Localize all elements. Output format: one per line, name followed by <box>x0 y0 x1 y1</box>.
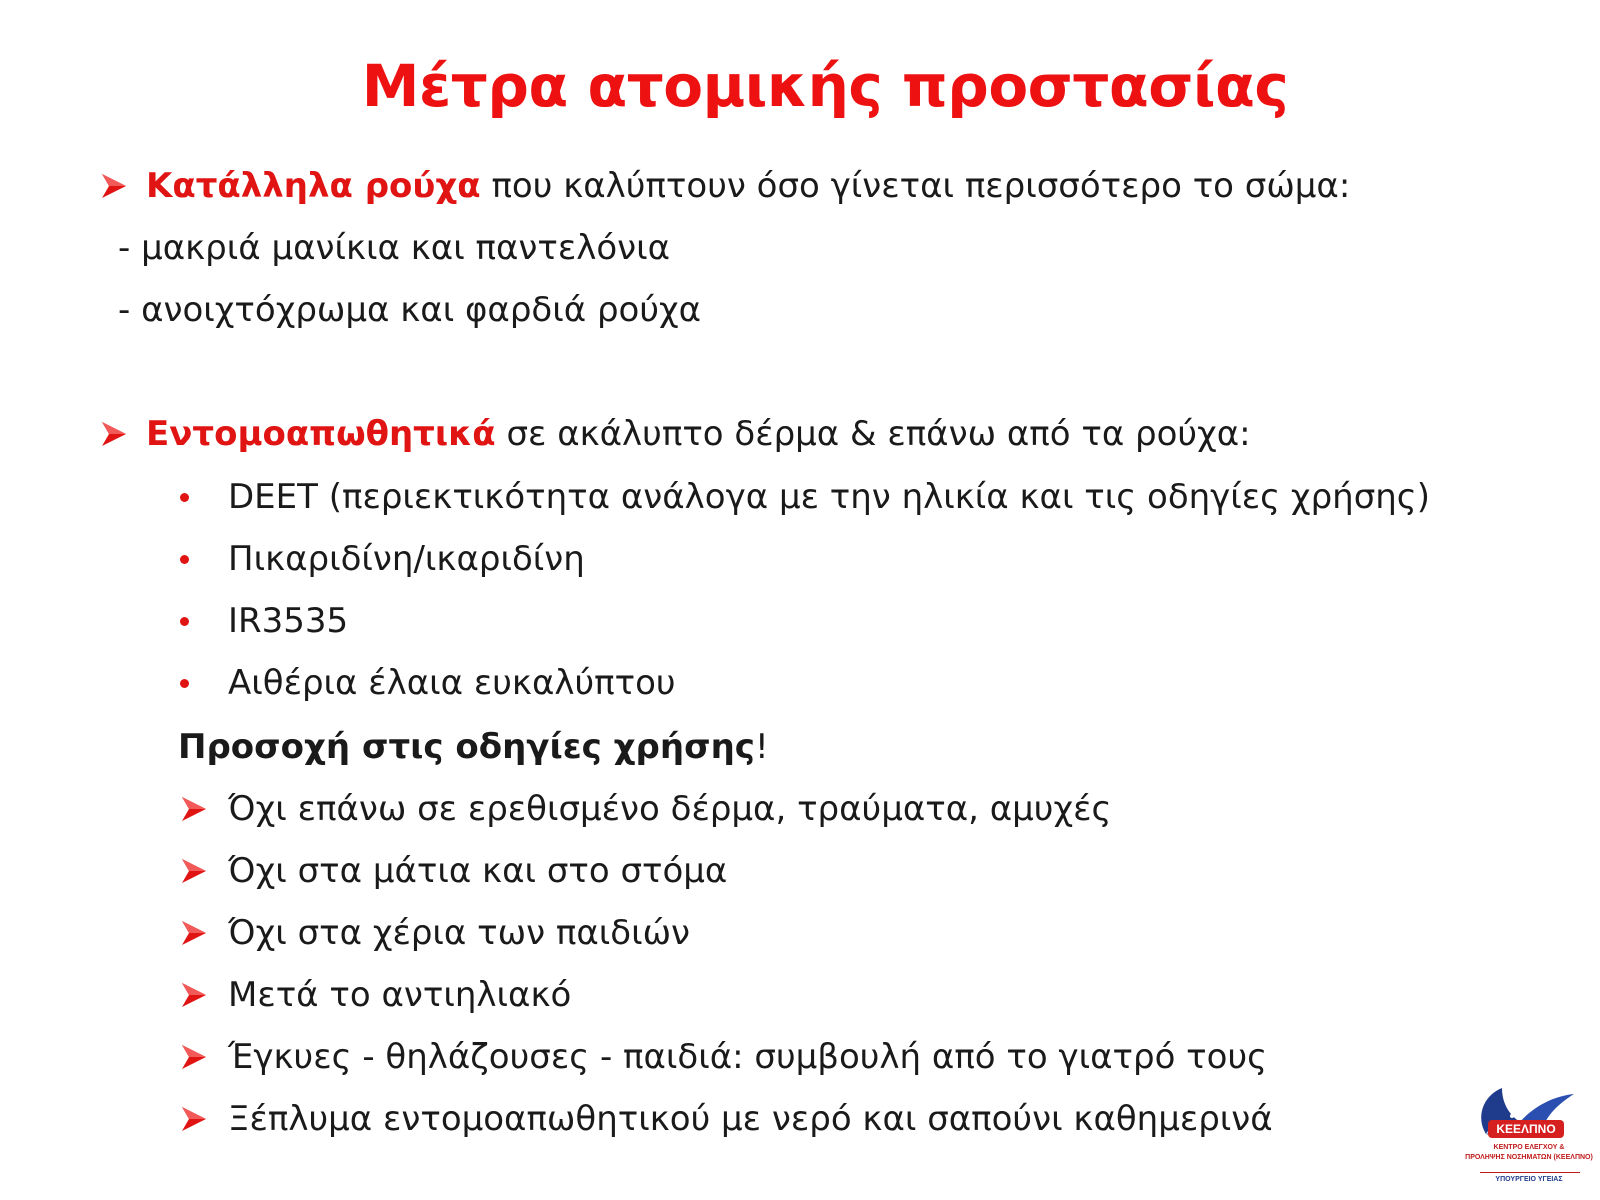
caution-item: Ξέπλυμα εντομοαπωθητικού με νερό και σαπούνι καθημερινά <box>228 1099 1273 1139</box>
caution-item: Έγκυες - θηλάζουσες - παιδιά: συμβουλή από το γιατρό τους <box>228 1037 1268 1077</box>
logo-caption-line3: ΥΠΟΥΡΓΕΙΟ ΥΓΕΙΑΣ <box>1495 1176 1563 1183</box>
slide-title: Μέτρα ατομικής προστασίας <box>361 52 1289 120</box>
logo-caption-line2: ΠΡΟΛΗΨΗΣ ΝΟΣΗΜΑΤΩΝ (ΚΕΕΛΠΝΟ) <box>1465 1154 1593 1161</box>
caution-item: Όχι επάνω σε ερεθισμένο δέρμα, τραύματα, αμυχές <box>228 789 1112 829</box>
arrow-bullet-icon <box>100 172 128 200</box>
section1-heading-rest: που καλύπτουν όσο γίνεται περισσότερο το σώμα: <box>480 166 1351 206</box>
arrow-bullet-icon <box>100 420 128 448</box>
repellent-item: Αιθέρια έλαια ευκαλύπτου <box>228 663 676 703</box>
arrow-bullet-icon <box>180 1105 208 1133</box>
caution-item: Μετά το αντιηλιακό <box>228 975 572 1015</box>
logo-divider <box>1480 1172 1580 1173</box>
arrow-bullet-icon <box>180 857 208 885</box>
repellent-item: IR3535 <box>228 601 349 641</box>
caution-heading-rest: ! <box>754 727 769 767</box>
repellent-item: DEET (περιεκτικότητα ανάλογα με την ηλικία και τις οδηγίες χρήσης) <box>228 477 1431 517</box>
bullet-dot-icon <box>180 679 189 688</box>
arrow-bullet-icon <box>180 795 208 823</box>
repellent-item: Πικαριδίνη/ικαριδίνη <box>228 539 585 579</box>
section1-heading-bold: Κατάλληλα ρούχα <box>146 166 481 206</box>
bullet-dot-icon <box>180 555 189 564</box>
clothing-item: - μακριά μανίκια και παντελόνια <box>118 228 671 268</box>
caution-item: Όχι στα χέρια των παιδιών <box>228 913 691 953</box>
caution-heading <box>178 727 769 767</box>
section1-heading <box>146 166 1350 206</box>
logo-caption-line1: ΚΕΝΤΡΟ ΕΛΕΓΧΟΥ & <box>1493 1144 1565 1151</box>
section2-heading-rest: σε ακάλυπτο δέρμα & επάνω από τα ρούχα: <box>495 414 1251 454</box>
logo-badge: ΚΕΕΛΠΝΟ <box>1488 1120 1564 1138</box>
arrow-bullet-icon <box>180 981 208 1009</box>
bullet-dot-icon <box>180 493 189 502</box>
clothing-item: - ανοιχτόχρωμα και φαρδιά ρούχα <box>118 290 702 330</box>
arrow-bullet-icon <box>180 919 208 947</box>
arrow-bullet-icon <box>180 1043 208 1071</box>
caution-item: Όχι στα μάτια και στο στόμα <box>228 851 728 891</box>
bullet-dot-icon <box>180 617 189 626</box>
section2-heading <box>146 414 1251 454</box>
section2-heading-bold: Εντομοαπωθητικά <box>146 414 496 454</box>
caution-heading-bold: Προσοχή στις οδηγίες χρήσης <box>178 727 755 767</box>
